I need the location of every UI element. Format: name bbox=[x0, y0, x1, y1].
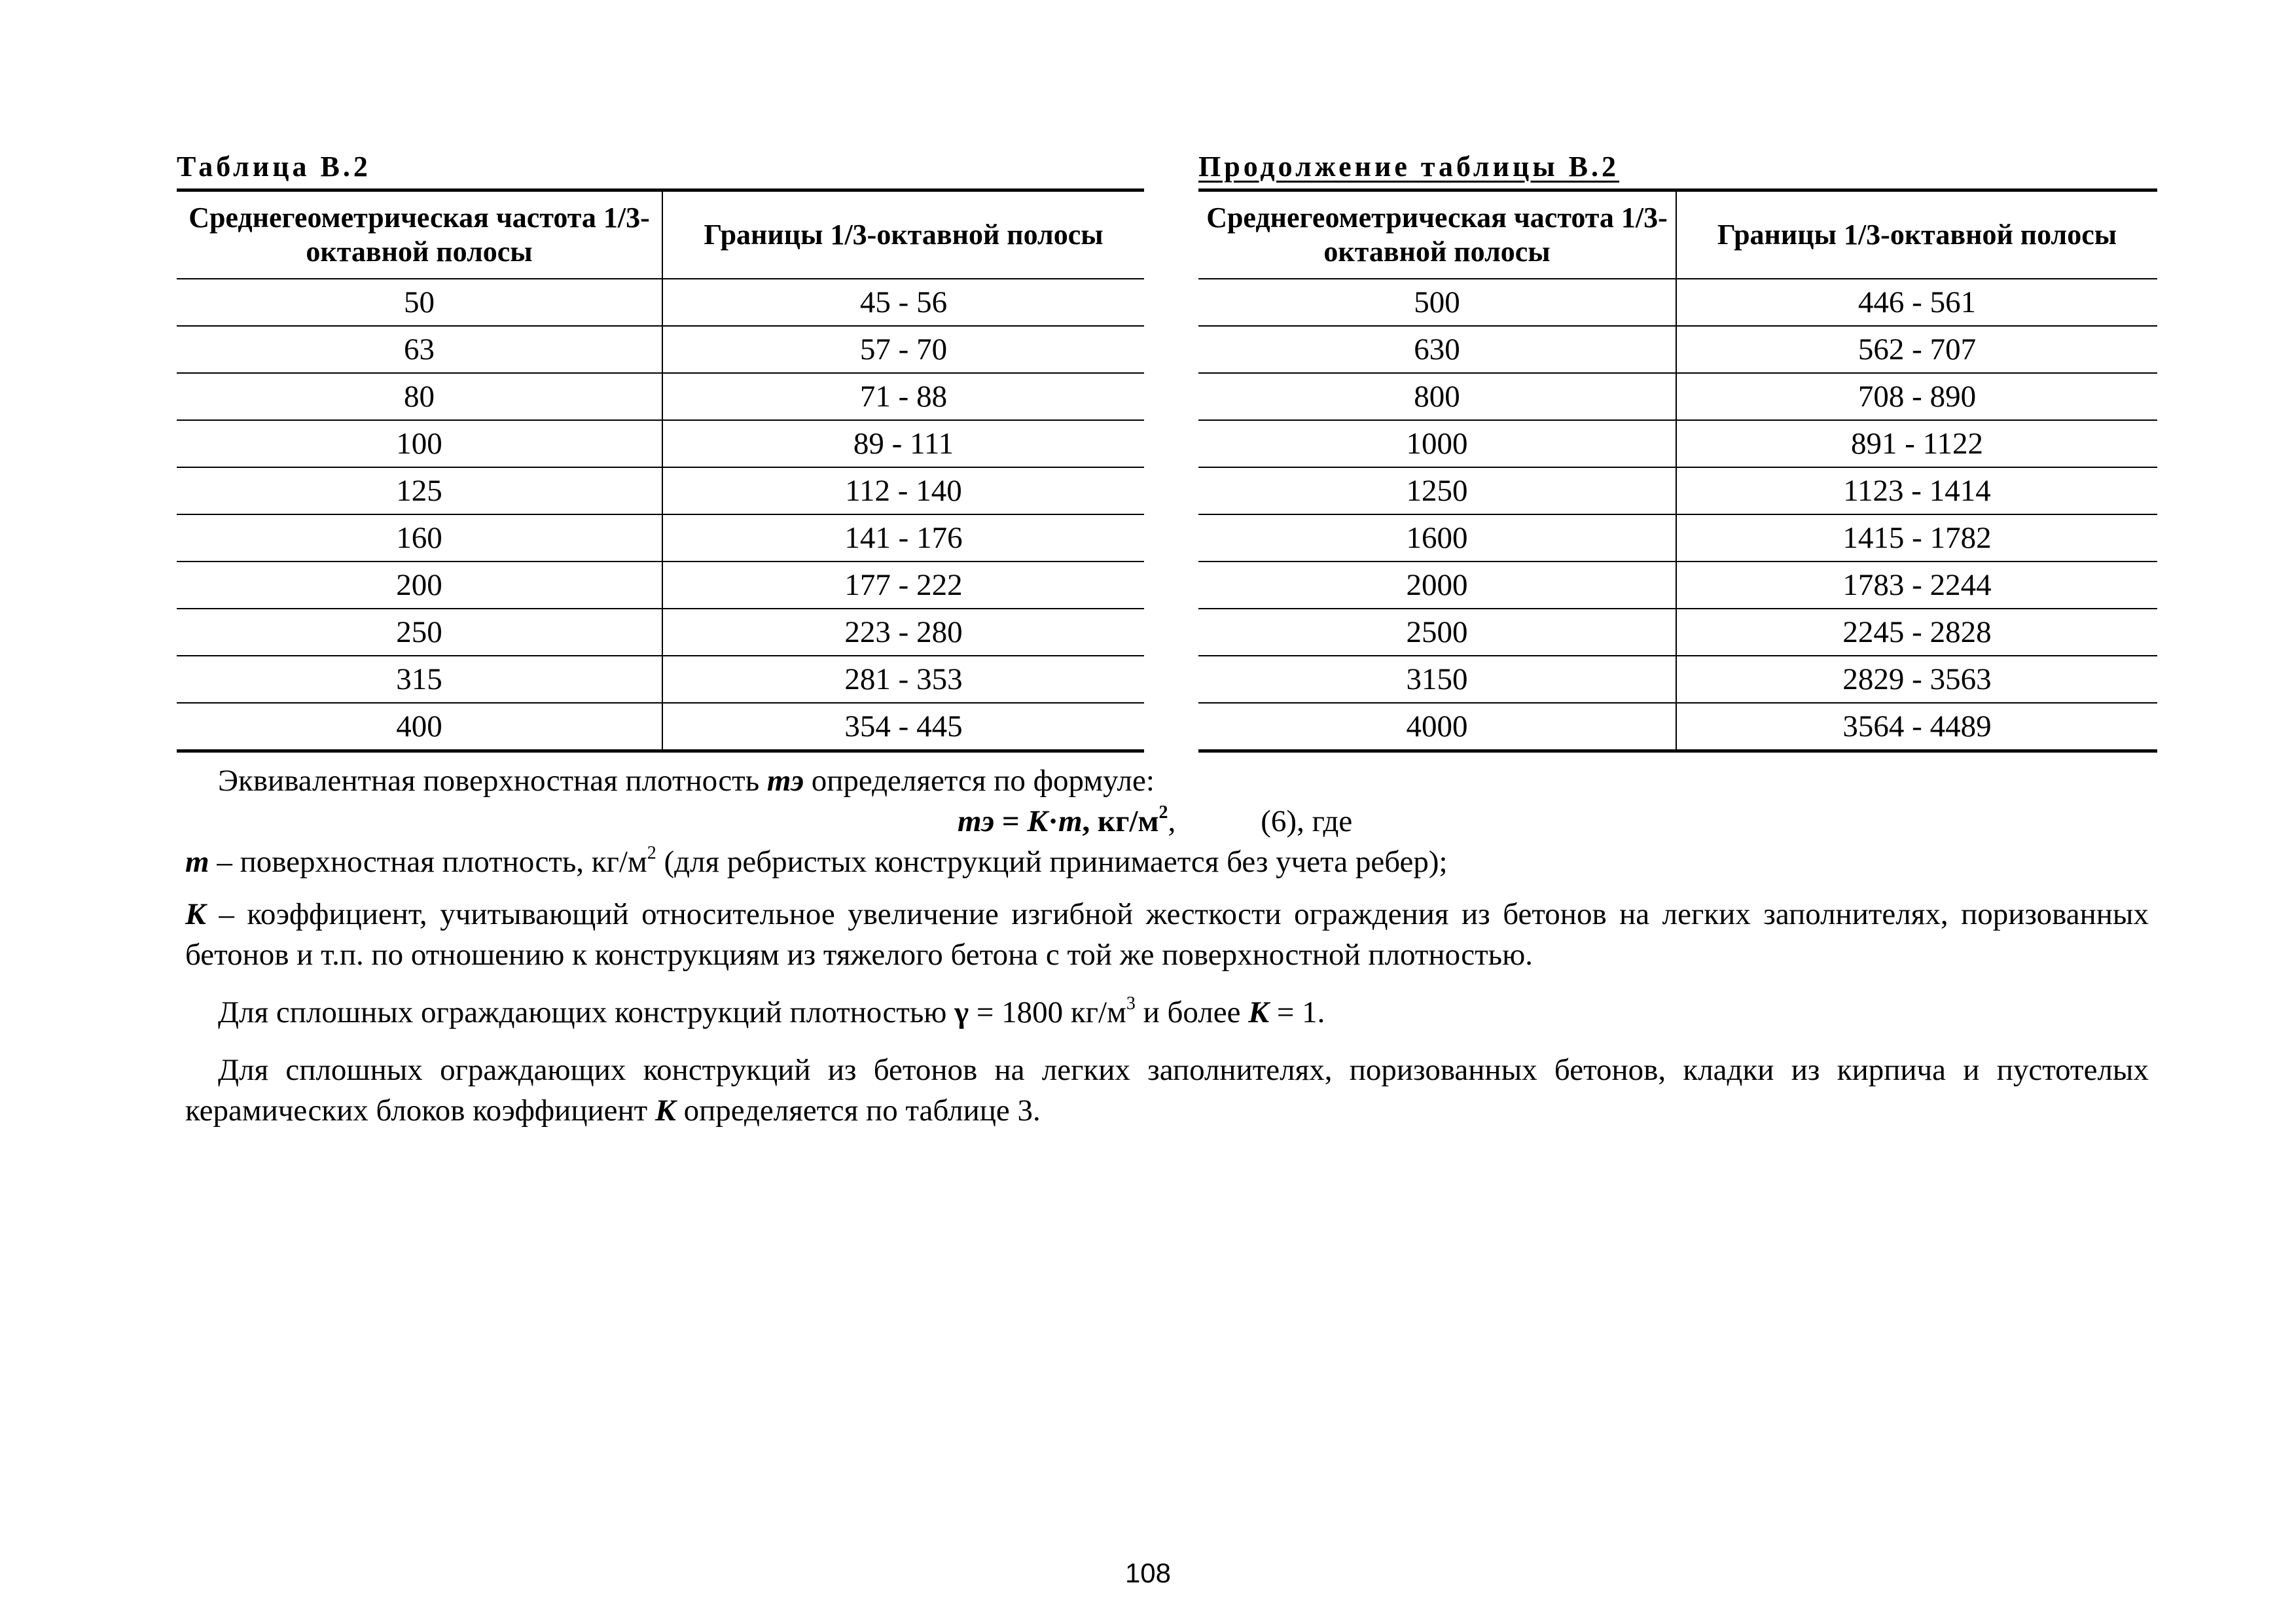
cell-center-frequency: 315 bbox=[177, 656, 662, 703]
paragraph-k-definition: К – коэффициент, учитывающий относительное увеличение изгибной жесткости ограждения из бетонов на легких заполнителях, поризованных бетонов и т.п. по отношению к конструкциям из тяжелого бетона с той же поверхностной плотностью. bbox=[185, 897, 2149, 972]
cell-center-frequency: 160 bbox=[177, 514, 662, 562]
frequency-table bbox=[1198, 188, 2157, 753]
body-text bbox=[185, 760, 2149, 1131]
cell-center-frequency: 630 bbox=[1198, 326, 1676, 373]
table-row bbox=[1198, 279, 2157, 326]
cell-band-limits: 562 - 707 bbox=[1676, 326, 2157, 373]
table-b2 bbox=[177, 145, 1144, 753]
table-caption: Таблица В.2 bbox=[177, 151, 371, 183]
cell-band-limits: 281 - 353 bbox=[662, 656, 1144, 703]
cell-band-limits: 223 - 280 bbox=[662, 609, 1144, 656]
cell-band-limits: 1415 - 1782 bbox=[1676, 514, 2157, 562]
cell-center-frequency: 500 bbox=[1198, 279, 1676, 326]
cell-center-frequency: 100 bbox=[177, 420, 662, 467]
cell-center-frequency: 1250 bbox=[1198, 467, 1676, 514]
table-row bbox=[177, 703, 1144, 751]
paragraph-equivalent-density: Эквивалентная поверхностная плотность mэ определяется по формуле: bbox=[218, 764, 1155, 798]
paragraph-m-definition: m – поверхностная плотность, $кг/м^2$ (для ребристых конструкций принимается без учета ребер); bbox=[185, 843, 1448, 879]
cell-band-limits: 2829 - 3563 bbox=[1676, 656, 2157, 703]
table-row bbox=[1198, 420, 2157, 467]
cell-center-frequency: 80 bbox=[177, 373, 662, 420]
header-center-frequency: Среднегеометрическая частота 1/3-октавной полосы bbox=[1198, 190, 1676, 279]
cell-band-limits: 708 - 890 bbox=[1676, 373, 2157, 420]
table-row bbox=[1198, 703, 2157, 751]
cell-band-limits: 446 - 561 bbox=[1676, 279, 2157, 326]
cell-band-limits: 177 - 222 bbox=[662, 562, 1144, 609]
table-row bbox=[1198, 373, 2157, 420]
cell-center-frequency: 2000 bbox=[1198, 562, 1676, 609]
table-row bbox=[1198, 326, 2157, 373]
header-band-limits: Границы 1/3-октавной полосы bbox=[1676, 190, 2157, 279]
cell-band-limits: 57 - 70 bbox=[662, 326, 1144, 373]
table-row bbox=[177, 420, 1144, 467]
cell-center-frequency: 2500 bbox=[1198, 609, 1676, 656]
cell-center-frequency: 200 bbox=[177, 562, 662, 609]
table-row bbox=[177, 562, 1144, 609]
cell-band-limits: 141 - 176 bbox=[662, 514, 1144, 562]
table-row bbox=[177, 279, 1144, 326]
cell-center-frequency: 1600 bbox=[1198, 514, 1676, 562]
cell-band-limits: 1783 - 2244 bbox=[1676, 562, 2157, 609]
header-band-limits: Границы 1/3-октавной полосы bbox=[662, 190, 1144, 279]
cell-band-limits: 71 - 88 bbox=[662, 373, 1144, 420]
table-row bbox=[177, 326, 1144, 373]
table-row bbox=[177, 467, 1144, 514]
paragraph-lightweight-concrete: Для сплошных ограждающих конструкций из бетонов на легких заполнителях, поризованных бетонов, кладки из кирпича и пустотелых керамических блоков коэффициент К определяется по таблице 3. bbox=[185, 1053, 2149, 1128]
cell-center-frequency: 63 bbox=[177, 326, 662, 373]
cell-center-frequency: 3150 bbox=[1198, 656, 1676, 703]
frequency-table bbox=[177, 188, 1144, 753]
table-row bbox=[1198, 609, 2157, 656]
table-b2-continuation bbox=[1198, 145, 2157, 753]
table-row bbox=[177, 514, 1144, 562]
cell-band-limits: 45 - 56 bbox=[662, 279, 1144, 326]
table-row bbox=[177, 373, 1144, 420]
table-caption: Продолжение таблицы В.2 bbox=[1198, 151, 1620, 183]
paragraph-solid-structures: Для сплошных ограждающих конструкций плотностью γ = 1800 $кг/м^3$ и более К = 1. bbox=[218, 993, 1325, 1029]
cell-band-limits: 891 - 1122 bbox=[1676, 420, 2157, 467]
cell-center-frequency: 800 bbox=[1198, 373, 1676, 420]
table-row bbox=[1198, 514, 2157, 562]
cell-center-frequency: 1000 bbox=[1198, 420, 1676, 467]
page-number: 108 bbox=[1124, 1558, 1172, 1588]
cell-band-limits: 2245 - 2828 bbox=[1676, 609, 2157, 656]
cell-band-limits: 1123 - 1414 bbox=[1676, 467, 2157, 514]
cell-center-frequency: 50 bbox=[177, 279, 662, 326]
formula-6: mэ = К·m, $кг/м^2$, (6), где bbox=[958, 802, 1353, 838]
cell-band-limits: 354 - 445 bbox=[662, 703, 1144, 751]
table-row bbox=[1198, 656, 2157, 703]
cell-band-limits: 89 - 111 bbox=[662, 420, 1144, 467]
cell-center-frequency: 250 bbox=[177, 609, 662, 656]
cell-center-frequency: 125 bbox=[177, 467, 662, 514]
cell-band-limits: 112 - 140 bbox=[662, 467, 1144, 514]
header-center-frequency: Среднегеометрическая частота 1/3-октавной полосы bbox=[177, 190, 662, 279]
table-row bbox=[177, 609, 1144, 656]
cell-center-frequency: 4000 bbox=[1198, 703, 1676, 751]
table-row bbox=[1198, 562, 2157, 609]
cell-band-limits: 3564 - 4489 bbox=[1676, 703, 2157, 751]
cell-center-frequency: 400 bbox=[177, 703, 662, 751]
table-row bbox=[177, 656, 1144, 703]
table-row bbox=[1198, 467, 2157, 514]
